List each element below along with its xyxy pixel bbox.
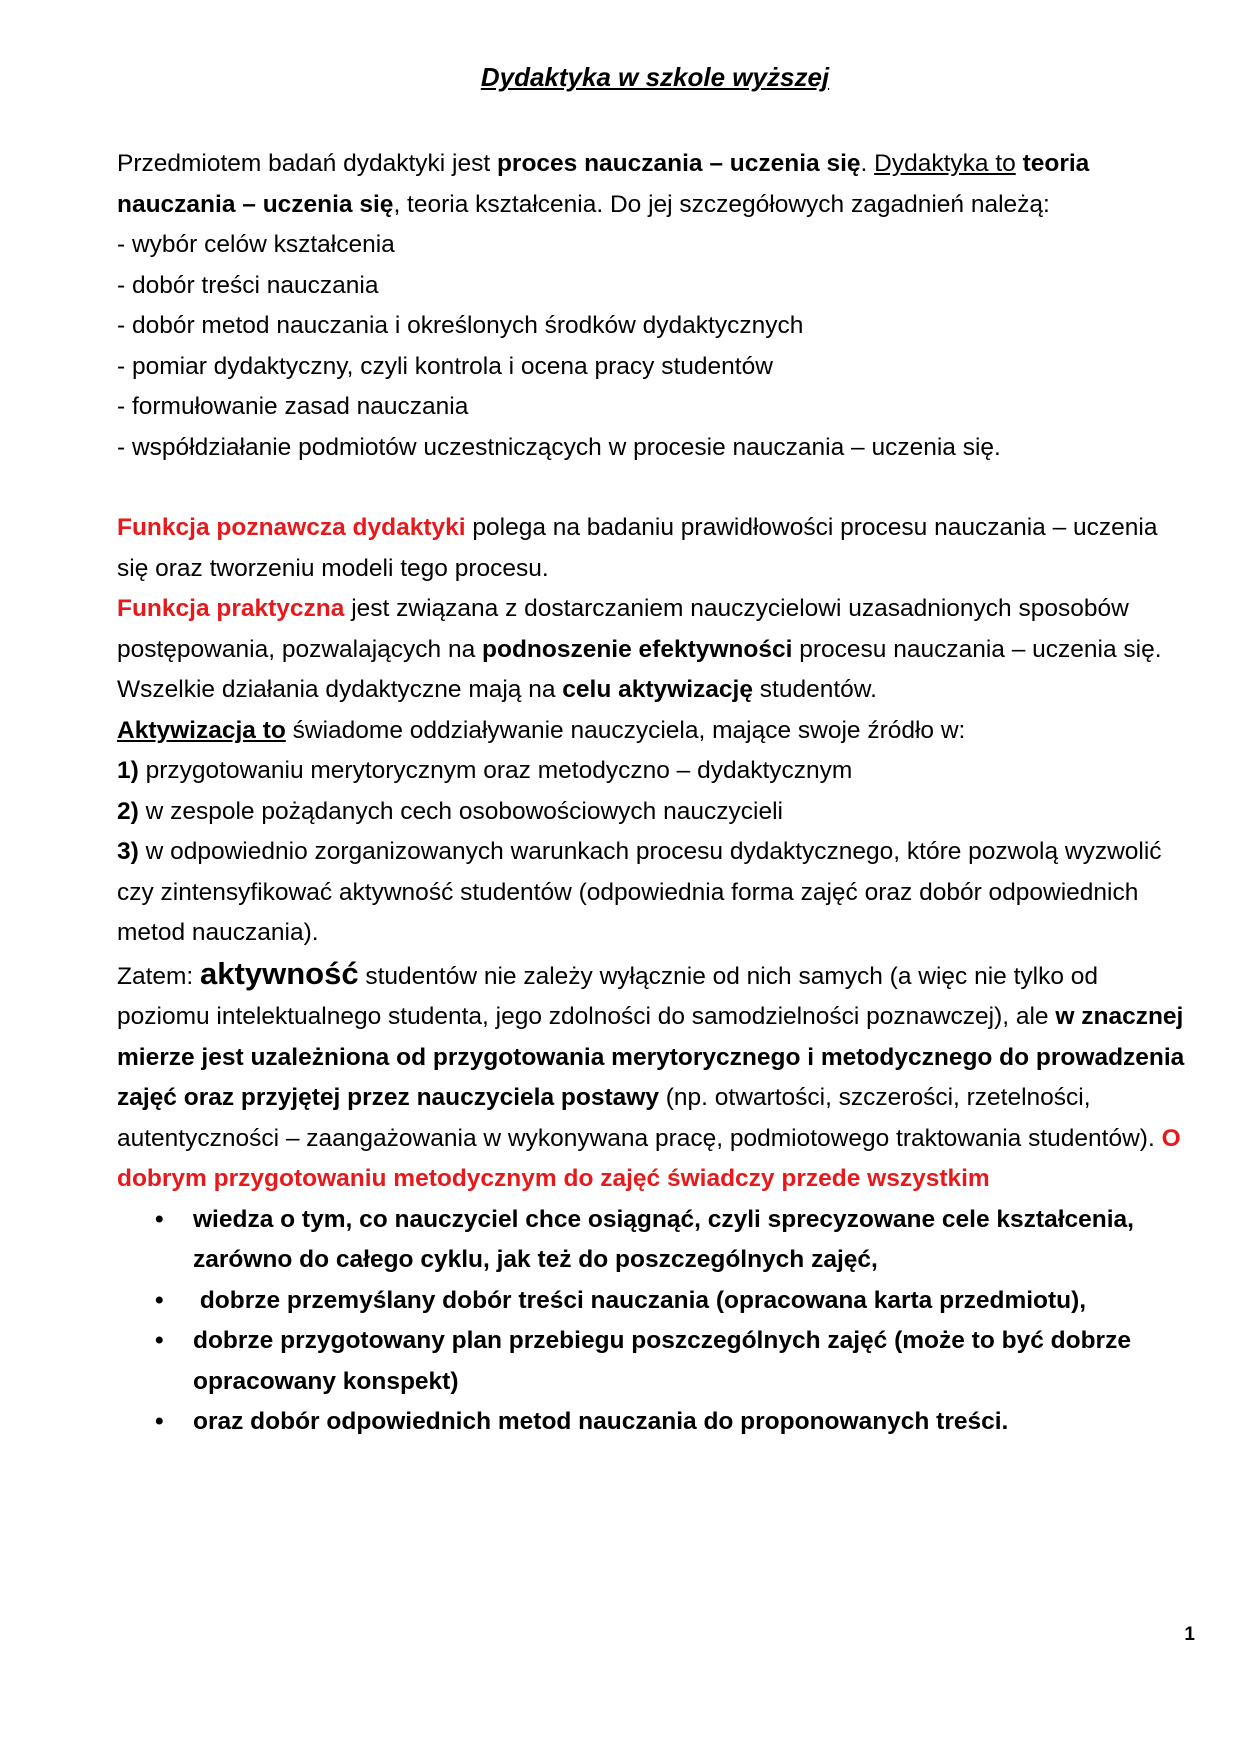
source-item	[117, 792, 1192, 833]
topic-item: - wybór celów kształcenia	[117, 231, 395, 258]
document-title: Dydaktyka w szkole wyższej	[480, 62, 830, 92]
bullet-text: dobrze przemyślany dobór treści nauczania (opracowana karta przedmiotu),	[193, 1286, 1087, 1314]
bullet-item	[117, 1321, 1192, 1402]
activation-bold: celu aktywizację	[562, 676, 753, 703]
bullet-icon: •	[155, 1408, 164, 1435]
source-number: 3)	[117, 838, 139, 865]
practical-function-paragraph	[117, 589, 1192, 670]
bullet-icon: •	[155, 1205, 164, 1233]
intro-underlined-term: Dydaktyka to	[874, 150, 1016, 177]
source-item	[117, 832, 1192, 954]
practical-function-text: procesu nauczania – uczenia się.	[792, 635, 1162, 663]
intro-text: .	[860, 150, 875, 177]
bullet-item	[117, 1281, 1192, 1322]
bullet-item	[117, 1402, 1192, 1443]
activation-paragraph	[117, 670, 1192, 711]
practical-function-text: jest związana z dostarczaniem nauczycielowi uzasadnionych sposobów postępowania, pozwalających na	[117, 595, 1129, 663]
conclusion-text: (np. otwartości, szczerości, rzetelności, autentyczności – zaangażowania w wykonywana pracę, podmiotowego traktowania studentów).	[117, 1084, 1162, 1152]
practical-function-heading: Funkcja praktyczna	[117, 595, 345, 622]
intro-bold-theory: teoria nauczania – uczenia się	[117, 150, 1090, 218]
cognitive-function-heading: Funkcja poznawcza dydaktyki	[117, 514, 466, 541]
source-item	[117, 751, 1192, 792]
bullet-icon: •	[155, 1286, 164, 1314]
conclusion-emphasis: aktywność	[200, 955, 359, 991]
bullet-icon: •	[155, 1327, 164, 1354]
conclusion-text: studentów nie zależy wyłącznie od nich samych (a więc nie tylko od poziomu intelektualnego studenta, jego zdolności do samodzielności poznawczej), ale	[117, 962, 1099, 1030]
topic-item: - współdziałanie podmiotów uczestniczących w procesie nauczania – uczenia się.	[117, 433, 1001, 461]
practical-function-bold: podnoszenie efektywności	[482, 635, 793, 663]
conclusion-text: Zatem:	[117, 962, 201, 990]
activation-text: Wszelkie działania dydaktyczne mają na	[117, 676, 563, 703]
topic-list	[117, 225, 1192, 468]
preparation-bullet-list	[117, 1200, 1192, 1443]
conclusion-red-heading: O dobrym przygotowaniu metodycznym do zajęć świadczy przede wszystkim	[117, 1124, 1181, 1192]
activation-text: studentów.	[752, 676, 877, 703]
source-number: 2)	[117, 797, 139, 825]
page-number: 1	[1184, 1624, 1195, 1645]
intro-text	[1016, 150, 1023, 177]
cognitive-function-paragraph	[117, 508, 1192, 589]
topic-item: - dobór treści nauczania	[117, 271, 379, 299]
intro-bold-process: proces nauczania – uczenia się	[496, 150, 861, 177]
intro-paragraph	[117, 144, 1192, 225]
topic-item: - pomiar dydaktyczny, czyli kontrola i ocena pracy studentów	[117, 352, 773, 380]
intro-text: , teoria kształcenia. Do jej szczegółowych zagadnień należą:	[393, 190, 1050, 218]
conclusion-paragraph	[117, 954, 1192, 1200]
topic-item: - formułowanie zasad nauczania	[117, 393, 469, 420]
bullet-text: wiedza o tym, co nauczyciel chce osiągnąć, czyli sprecyzowane cele kształcenia, zarówno do całego cyklu, jak też do poszczególnych zajęć,	[193, 1205, 1134, 1273]
document-body	[117, 144, 1192, 1443]
conclusion-bold: w znacznej mierze jest uzależniona od przygotowania merytorycznego i metodycznego do prowadzenia zajęć oraz przyjętej przez nauczyciela postawy	[117, 1003, 1185, 1111]
source-number: 1)	[117, 757, 139, 784]
source-text: w odpowiednio zorganizowanych warunkach procesu dydaktycznego, które pozwolą wyzwolić czy zintensyfikować aktywność studentów (odpowiednia forma zajęć oraz dobór odpowiednich metod nauczania).	[117, 838, 1162, 946]
source-text: przygotowaniu merytorycznym oraz metodyczno – dydaktycznym	[138, 757, 853, 784]
activation-definition	[117, 711, 1192, 752]
paragraph-gap	[117, 468, 1192, 508]
bullet-text: oraz dobór odpowiednich metod nauczania do proponowanych treści.	[193, 1408, 1009, 1435]
bullet-item	[117, 1200, 1192, 1281]
source-text: w zespole pożądanych cech osobowościowych nauczycieli	[138, 797, 783, 825]
activation-definition-text: świadome oddziaływanie nauczyciela, mające swoje źródło w:	[285, 716, 966, 744]
activation-term: Aktywizacja to	[117, 716, 286, 744]
topic-item: - dobór metod nauczania i określonych środków dydaktycznych	[117, 312, 804, 339]
bullet-text: dobrze przygotowany plan przebiegu poszczególnych zajęć (może to być dobrze opracowany konspekt)	[193, 1327, 1131, 1395]
intro-text: Przedmiotem badań dydaktyki jest	[117, 150, 497, 177]
cognitive-function-text: polega na badaniu prawidłowości procesu nauczania – uczenia się oraz tworzeniu modeli tego procesu.	[117, 514, 1158, 582]
